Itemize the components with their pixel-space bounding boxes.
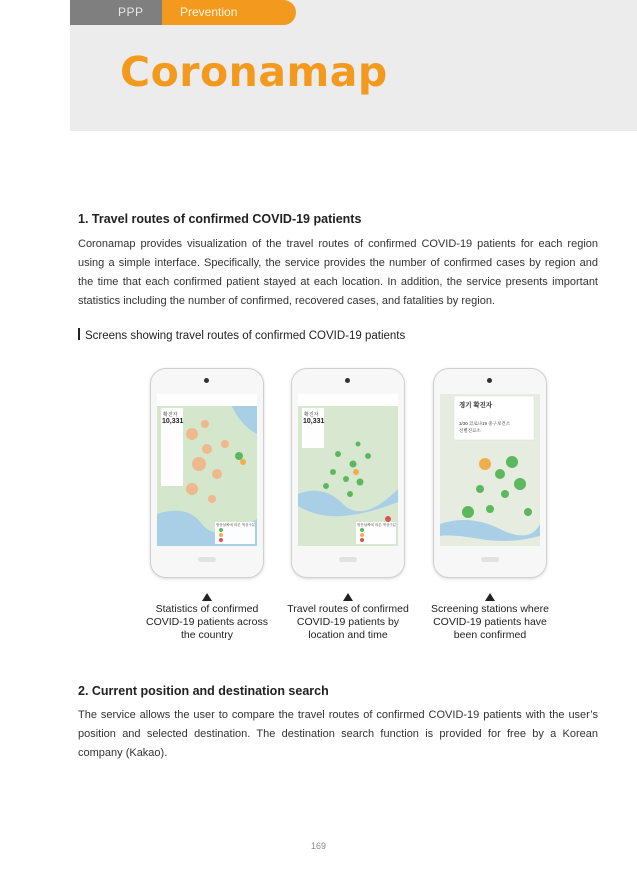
- caption-line: the country: [181, 629, 233, 641]
- tab-ppp[interactable]: [70, 0, 162, 25]
- popup-line-2: 선별진료소: [459, 428, 481, 433]
- caption-1: [137, 603, 277, 642]
- tab-prevention[interactable]: [162, 0, 296, 25]
- phone-mockup-3: [433, 368, 547, 578]
- caption-line: Travel routes of confirmed: [287, 603, 409, 615]
- home-button: [481, 557, 499, 562]
- stat-value: 10,331: [303, 418, 325, 425]
- section-1-heading: 1. Travel routes of confirmed COVID-19 patients: [78, 212, 362, 226]
- arrow-up-icon: [485, 593, 495, 601]
- tab-prevention-label: Prevention: [180, 5, 238, 19]
- caption-line: COVID-19 patients have: [433, 616, 547, 628]
- arrow-up-icon: [343, 593, 353, 601]
- home-button: [198, 557, 216, 562]
- screens-heading-text: Screens showing travel routes of confirmed COVID-19 patients: [85, 330, 406, 342]
- caption-3: [420, 603, 560, 642]
- caption-line: been confirmed: [453, 629, 527, 641]
- map-screen: [298, 394, 398, 546]
- stat-value: 10,331: [162, 418, 184, 425]
- caption-2: [278, 603, 418, 642]
- phone-mockup-2: [291, 368, 405, 578]
- legend-title: 방문날짜에 따른 색상구분: [357, 523, 397, 527]
- page-title: Coronamap: [120, 48, 388, 96]
- caption-line: location and time: [308, 629, 388, 641]
- stat-label: 확진자: [163, 412, 178, 418]
- caption-line: Screening stations where: [431, 603, 549, 615]
- map-screen: [157, 394, 257, 546]
- camera-dot: [487, 378, 492, 383]
- caption-line: Statistics of confirmed: [155, 603, 259, 615]
- home-button: [339, 557, 357, 562]
- section-2-body: The service allows the user to compare the travel routes of confirmed COVID-19 patients with the user’s position and selected destination. The destination search function is provided for free by a Korean company (Kakao).: [78, 709, 598, 759]
- popup-title: 경기 확진자: [459, 402, 493, 409]
- popup-line-1: 3/30 코로나19 중구보건소: [459, 421, 511, 426]
- map-illustration: [440, 394, 540, 546]
- page-number: 169: [310, 841, 327, 851]
- camera-dot: [204, 378, 209, 383]
- section-2-heading: 2. Current position and destination search: [78, 684, 329, 698]
- screens-heading: [78, 328, 405, 342]
- caption-line: COVID-19 patients across: [146, 616, 268, 628]
- heading-bar: [78, 328, 80, 340]
- stat-label: 확진자: [304, 412, 319, 418]
- tab-ppp-label: PPP: [118, 5, 144, 19]
- arrow-up-icon: [202, 593, 212, 601]
- caption-line: COVID-19 patients by: [296, 616, 400, 628]
- section-1-body: Coronamap provides visualization of the travel routes of confirmed COVID-19 patients for each region using a simple interface. Specifically, the service provides the number of confirmed cases by region and the time that each confirmed patient stayed at each location. In addition, the service presents important statistics including the number of confirmed, recovered cases, and fatalities by region.: [78, 238, 598, 307]
- legend-title: 방문날짜에 따른 색상구분: [216, 523, 256, 527]
- phone-mockup-1: [150, 368, 264, 578]
- map-screen: [440, 394, 540, 546]
- camera-dot: [345, 378, 350, 383]
